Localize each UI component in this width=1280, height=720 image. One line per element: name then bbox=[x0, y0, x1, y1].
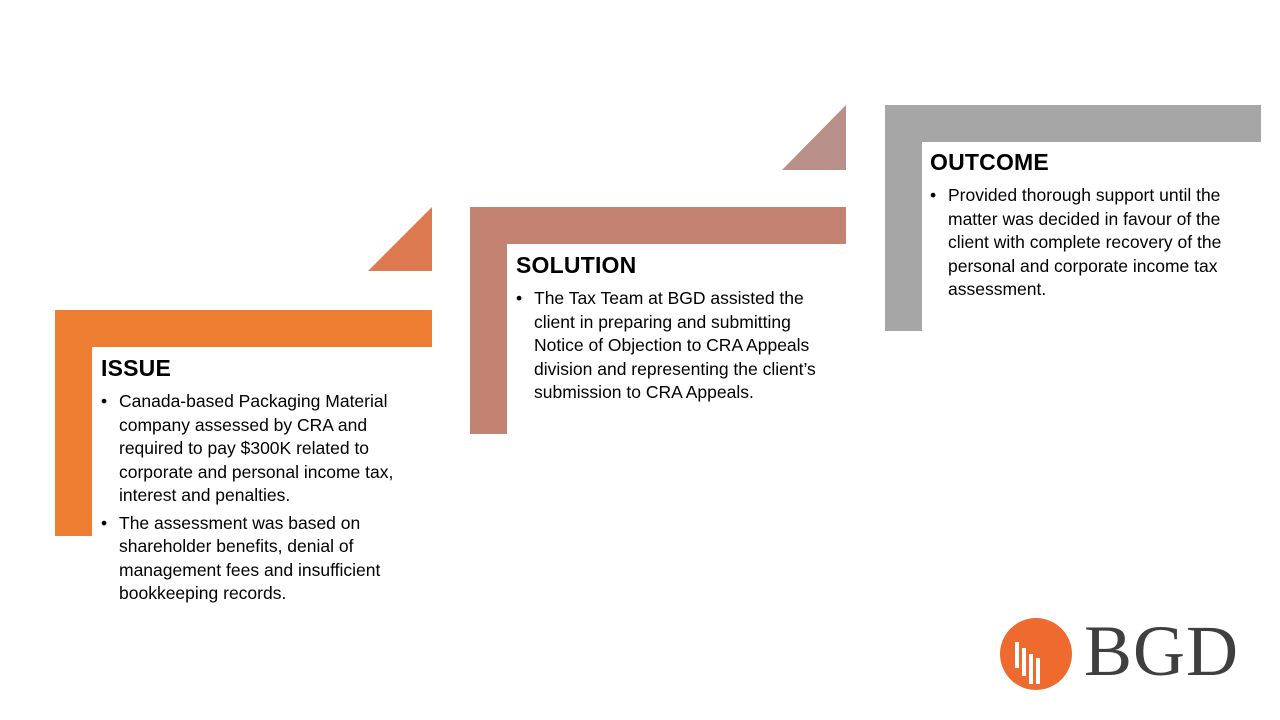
issue-heading: ISSUE bbox=[101, 355, 172, 381]
issue-bullet-list bbox=[101, 390, 419, 606]
outcome-panel bbox=[930, 149, 1248, 306]
solution-panel bbox=[516, 252, 834, 409]
issue-bullet: • The assessment was based on shareholder benefits, denial of management fees and insufficient bookkeeping records. bbox=[101, 512, 419, 606]
bgd-logo bbox=[1000, 611, 1240, 692]
solution-heading: SOLUTION bbox=[516, 252, 637, 278]
issue-step-arrow-triangle bbox=[368, 207, 432, 271]
issue-bullet: • Canada-based Packaging Material company assessed by CRA and required to pay $300K related to corporate and personal income tax, interest and penalties. bbox=[101, 390, 419, 508]
solution-step-side-bar bbox=[470, 207, 507, 434]
outcome-step-top-bar bbox=[885, 105, 1261, 142]
solution-step-top-bar bbox=[470, 207, 846, 244]
issue-step-side-bar bbox=[55, 310, 92, 536]
solution-step-arrow-triangle bbox=[782, 105, 846, 170]
solution-bullet-list bbox=[516, 287, 834, 405]
solution-bullet: • The Tax Team at BGD assisted the client in preparing and submitting Notice of Objection to CRA Appeals division and representing the client’s submission to CRA Appeals. bbox=[516, 287, 834, 405]
logo-wordmark: BGD bbox=[1084, 611, 1240, 691]
outcome-bullet-list bbox=[930, 184, 1248, 302]
outcome-bullet: • Provided thorough support until the matter was decided in favour of the client with complete recovery of the personal and corporate income tax assessment. bbox=[930, 184, 1248, 302]
issue-step-top-bar bbox=[55, 310, 432, 347]
bgd-bars-icon bbox=[1000, 618, 1072, 690]
issue-panel bbox=[101, 355, 419, 610]
outcome-step-side-bar bbox=[885, 105, 922, 331]
outcome-heading: OUTCOME bbox=[930, 149, 1049, 175]
